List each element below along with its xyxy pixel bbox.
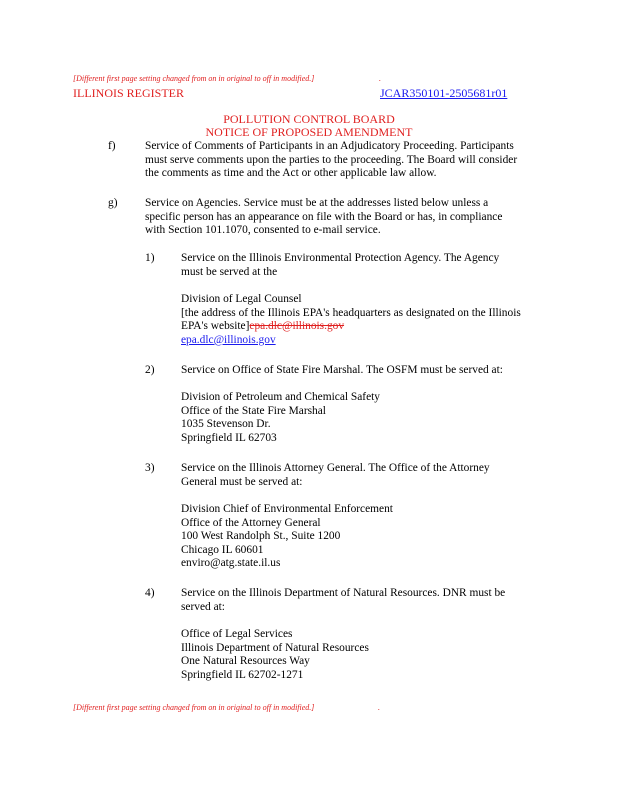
item-2-address-line-3: 1035 Stevenson Dr. (181, 418, 271, 431)
item-3-text (181, 462, 490, 489)
item-4-text (181, 587, 505, 614)
item-3-address-line-3: 100 West Randolph St., Suite 1200 (181, 530, 341, 543)
section-f-line-2: must serve comments upon the parties to the proceeding. The Board will consider (145, 153, 518, 166)
section-g-line-1: Service on Agencies. Service must be at the addresses listed below unless a (145, 197, 489, 209)
item-1-address-line-3 (181, 320, 521, 334)
top-change-note: [Different first page setting changed from on in original to off in modified.] (73, 74, 315, 83)
notice-title: NOTICE OF PROPOSED AMENDMENT (205, 125, 413, 139)
epa-email-link[interactable]: epa.dlc@illinois.gov (181, 333, 276, 346)
item-4-line-1: Service on the Illinois Department of Natural Resources. DNR must be (181, 587, 506, 599)
section-f-text (145, 140, 517, 181)
jcar-link[interactable]: JCAR350101-2505681r01 (380, 86, 508, 100)
item-3-address-line-5: enviro@atg.state.il.us (181, 557, 281, 570)
item-1-label: 1) (145, 252, 155, 264)
item-1-website-text: EPA's website] (181, 320, 250, 333)
item-1-address-line-2: [the address of the Illinois EPA's headquarters as designated on the Illinois (181, 306, 521, 319)
item-3-line-2: General must be served at: (181, 475, 303, 488)
section-f-label: f) (108, 140, 116, 152)
section-g-line-3: with Section 101.1070, consented to e-mail service. (145, 224, 381, 237)
item-1-line-2: must be served at the (181, 265, 278, 278)
item-3-address-line-1: Division Chief of Environmental Enforcement (181, 503, 393, 515)
item-1-address-line-1: Division of Legal Counsel (181, 293, 302, 305)
item-4-line-2: served at: (181, 600, 225, 613)
item-3-label: 3) (145, 462, 155, 474)
section-f-line-3: the comments as time and the Act or other applicable law allow. (145, 167, 437, 180)
item-3-address (181, 503, 393, 571)
struck-email: epa.dlc@illinois.gov (249, 320, 345, 333)
item-4-label: 4) (145, 587, 155, 599)
item-1-address (181, 293, 521, 347)
item-4-address-line-2: Illinois Department of Natural Resources (181, 641, 369, 654)
item-2-label: 2) (145, 364, 155, 376)
item-2-address-line-4: Springfield IL 62703 (181, 431, 277, 444)
section-g-line-2: specific person has an appearance on file with the Board or has, in compliance (145, 210, 503, 223)
item-3-line-1: Service on the Illinois Attorney General. The Office of the Attorney (181, 462, 490, 474)
item-4-address-line-1: Office of Legal Services (181, 628, 293, 640)
item-3-address-line-4: Chicago IL 60601 (181, 543, 264, 556)
register-header: ILLINOIS REGISTER (73, 86, 184, 100)
item-4-address (181, 628, 369, 682)
item-2-address-line-2: Office of the State Fire Marshal (181, 404, 326, 417)
bottom-note-dot: . (378, 703, 380, 712)
item-4-address-line-3: One Natural Resources Way (181, 655, 310, 668)
item-4-address-line-4: Springfield IL 62702-1271 (181, 668, 304, 681)
section-f-line-1: Service of Comments of Participants in an Adjudicatory Proceeding. Participants (145, 140, 514, 152)
item-2-text (181, 364, 503, 378)
item-2-address (181, 391, 380, 445)
section-g-text (145, 197, 502, 238)
agency-title: POLLUTION CONTROL BOARD (223, 112, 395, 126)
section-g-label: g) (108, 197, 118, 209)
item-3-address-line-2: Office of the Attorney General (181, 516, 321, 529)
item-2-address-line-1: Division of Petroleum and Chemical Safety (181, 391, 380, 403)
item-2-line-1: Service on Office of State Fire Marshal. The OSFM must be served at: (181, 364, 503, 376)
bottom-change-note: [Different first page setting changed from on in original to off in modified.] (73, 703, 315, 712)
item-1-line-1: Service on the Illinois Environmental Protection Agency. The Agency (181, 252, 500, 264)
top-note-dot: . (379, 74, 381, 83)
item-1-text (181, 252, 499, 279)
